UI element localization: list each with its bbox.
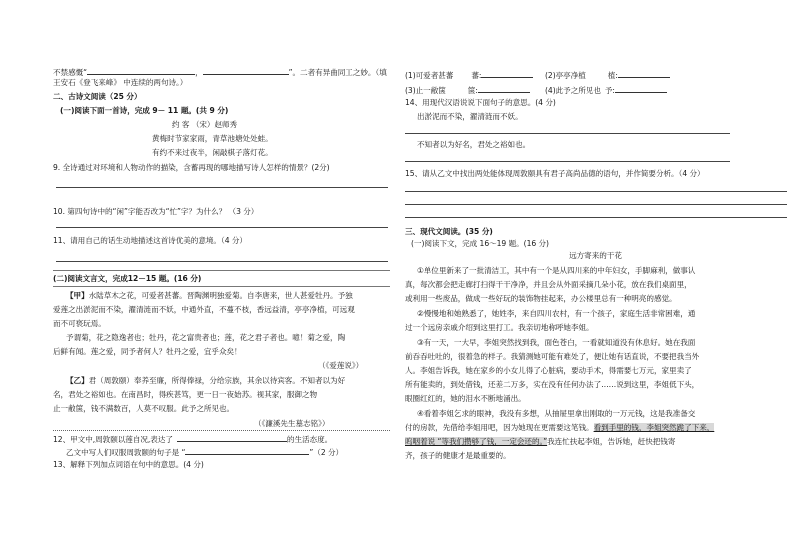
text-jia: 爱莲之出淤泥而不染，濯清涟而不妖，中通外直，不蔓不枝，香远益清，亭亭净植，可远观 — [53, 305, 355, 314]
answer-blank[interactable] — [87, 66, 195, 75]
story-paragraph: ③有一天，一大早，李姐突然找到我，面色苍白，一看就知道没有休息好。她在我面 — [417, 338, 696, 347]
text-jia: 而不可亵玩焉。 — [53, 319, 106, 328]
question-13: 13、解释下列加点词语在句中的意思。(4 分) — [53, 460, 204, 469]
answer-line[interactable] — [405, 204, 787, 205]
question-10: 10. 第四句诗中的“闲”字能否改为“忙”字？为什么？ （3 分） — [53, 207, 259, 216]
story-paragraph: 前吞吞吐吐的，很着急的样子。我猜测她可能有难处了，便让她有话直说，不要把我当外 — [405, 352, 700, 361]
text-yi: 【乙】君（周敦颐）奉养至廉，所得俸禄，分给宗族，其余以待宾客。不知者以为好 — [66, 376, 346, 385]
answer-line[interactable] — [405, 191, 787, 192]
answer-blank[interactable] — [478, 84, 530, 93]
classical-part-title: (二)阅读文言文，完成12－15 题。(16 分) — [53, 274, 202, 283]
answer-line[interactable] — [56, 261, 388, 262]
story-title: 远方寄来的干花 — [569, 251, 622, 260]
story-paragraph: 呜咽着说 “等我们攒够了钱，一定会还的。”我连忙扶起李姐，告诉她，赶快把钱寄 — [405, 437, 676, 446]
answer-line[interactable] — [405, 217, 787, 218]
answer-blank[interactable] — [481, 69, 533, 78]
question-14: 14、用现代汉语说说下面句子的意思。(4 分) — [405, 98, 556, 107]
answer-blank[interactable] — [618, 69, 670, 78]
question-13-item: (3)止一敝箧 箧: — [405, 84, 530, 96]
blank-fill-line: 不禁感慨“ ， ”。二者有异曲同工之妙。（填 — [53, 68, 387, 77]
poem-title: 约 客 （宋）赵师秀 — [172, 120, 238, 129]
answer-line[interactable] — [405, 133, 730, 134]
story-paragraph: ②慢慢地和她熟悉了，她姓李，来自四川农村，有一个孩子，家庭生活非常困难，通 — [417, 309, 696, 318]
question-12: 12、甲文中,周敦颐以莲自况,表达了 的生活态度。 — [53, 435, 333, 444]
text-jia: 【甲】水陆草木之花，可爱者甚蕃。晋陶渊明独爱菊。自李唐来，世人甚爱牡丹。予独 — [66, 291, 353, 300]
divider — [53, 270, 390, 271]
story-paragraph: 或利用一些废品，做成一些好玩的装饰物挂起来，办公楼里总有一种明亮的感觉。 — [405, 294, 677, 303]
poem-line: 有约不来过夜半，闲敲棋子落灯花。 — [152, 148, 273, 157]
text-jia: 后鲜有闻。莲之爱，同予者何人？牡丹之爱，宜乎众矣！ — [53, 347, 242, 356]
highlighted-sentence: 看到手里的钱，李姐突然跪了下来， — [593, 423, 715, 432]
story-paragraph: ④看着李姐乞求的眼神，我没有多想，从抽屉里拿出刚取的一万元钱，这是我准备交 — [417, 409, 696, 418]
story-paragraph: 过一个远房亲戚介绍到这里打工。我亲切地称呼她李姐。 — [405, 323, 594, 332]
answer-blank[interactable] — [185, 446, 309, 455]
story-paragraph: 真，每次都会把走廊打扫得干干净净，并且会从外面采摘几朵小花，放在我们桌面里， — [405, 280, 692, 289]
answer-blank[interactable] — [615, 84, 667, 93]
question-15: 15、请从乙文中找出两处能体现周敦颐具有君子高尚品德的语句，并作简要分析。（4 分） — [405, 169, 705, 178]
text-source: （《濂溪先生墓志铭》） — [254, 419, 330, 428]
text-jia: 予谓菊，花之隐逸者也；牡丹，花之富贵者也；莲，花之君子者也。噫！菊之爱，陶 — [66, 333, 346, 342]
section-2-title: 二、古诗文阅读（25 分） — [53, 92, 142, 101]
question-11: 11、请用自己的话生动地描述这首诗优美的意境。（4 分） — [53, 236, 247, 245]
story-paragraph: 所有能卖的，到处借钱，还差二万多，实在没有任何办法了……说到这里，李姐低下头， — [405, 380, 700, 389]
question-9: 9. 全诗通过对环境和人物动作的描染，含蓄再现的哪地描写诗人怎样的情景？(2分) — [53, 163, 330, 172]
question-13-item: (2)亭亭净植 植: — [545, 69, 670, 81]
question-14-sentence: 出淤泥而不染，濯清涟而不妖。 — [417, 112, 523, 121]
answer-line[interactable] — [405, 161, 730, 162]
text-yi: 止一敝箧，钱不满数百，人莫不叹服。此予之所见也。 — [53, 404, 235, 413]
question-12: 乙文中写人们叹服周敦颐的句子是 “ ”（2 分） — [66, 448, 344, 457]
divider — [53, 430, 390, 431]
answer-line[interactable] — [56, 187, 388, 188]
poem-part-title: (一)阅读下面一首诗，完成 9－ 11 题。(共 9 分) — [60, 106, 229, 115]
poem-line: 黄梅时节家家雨，青草池塘处处蛙。 — [152, 134, 273, 143]
story-paragraph: 齐，孩子的健康才是最重要的。 — [405, 451, 511, 460]
story-paragraph: 人。李姐告诉我，她在家乡的小女儿得了心脏病，要动手术，得需要七万元，家里卖了 — [405, 366, 692, 375]
divider — [53, 286, 390, 287]
story-paragraph: ①单位里新来了一批清洁工，其中有一个是从四川来的中年妇女，手脚麻利，做事认 — [417, 266, 696, 275]
question-13-item: (1)可爱者甚蕃 蕃: — [405, 69, 533, 81]
blank-fill-note: 王安石《登飞来峰》 中连续的两句诗。） — [53, 78, 188, 87]
answer-blank[interactable] — [177, 433, 287, 442]
highlighted-sentence: 呜咽着说 “等我们攒够了钱，一定会还的。” — [405, 437, 548, 446]
question-13-item: (4)此予之所见也 予: — [545, 84, 667, 96]
story-paragraph: 付的房款，先借给李姐用吧，因为她现在更需要这笔钱。看到手里的钱，李姐突然跪了下来， — [405, 423, 715, 432]
modern-part-title: (一)阅读下文，完成 16～19 题。(16 分) — [411, 239, 549, 248]
text-yi: 名，君处之裕如也。在南昌时，得疾甚笃，更一日一夜始苏。视其家，服御之物 — [53, 390, 318, 399]
question-14-sentence: 不知者以为好名，君处之裕如也。 — [417, 140, 531, 149]
answer-blank[interactable] — [203, 66, 289, 75]
section-3-title: 三、现代文阅读。(35 分) — [405, 227, 493, 236]
text-source: （《爱莲说》） — [318, 361, 364, 370]
story-paragraph: 眼圈红红的，她的泪水不断地涌出。 — [405, 394, 526, 403]
answer-line[interactable] — [56, 227, 388, 228]
